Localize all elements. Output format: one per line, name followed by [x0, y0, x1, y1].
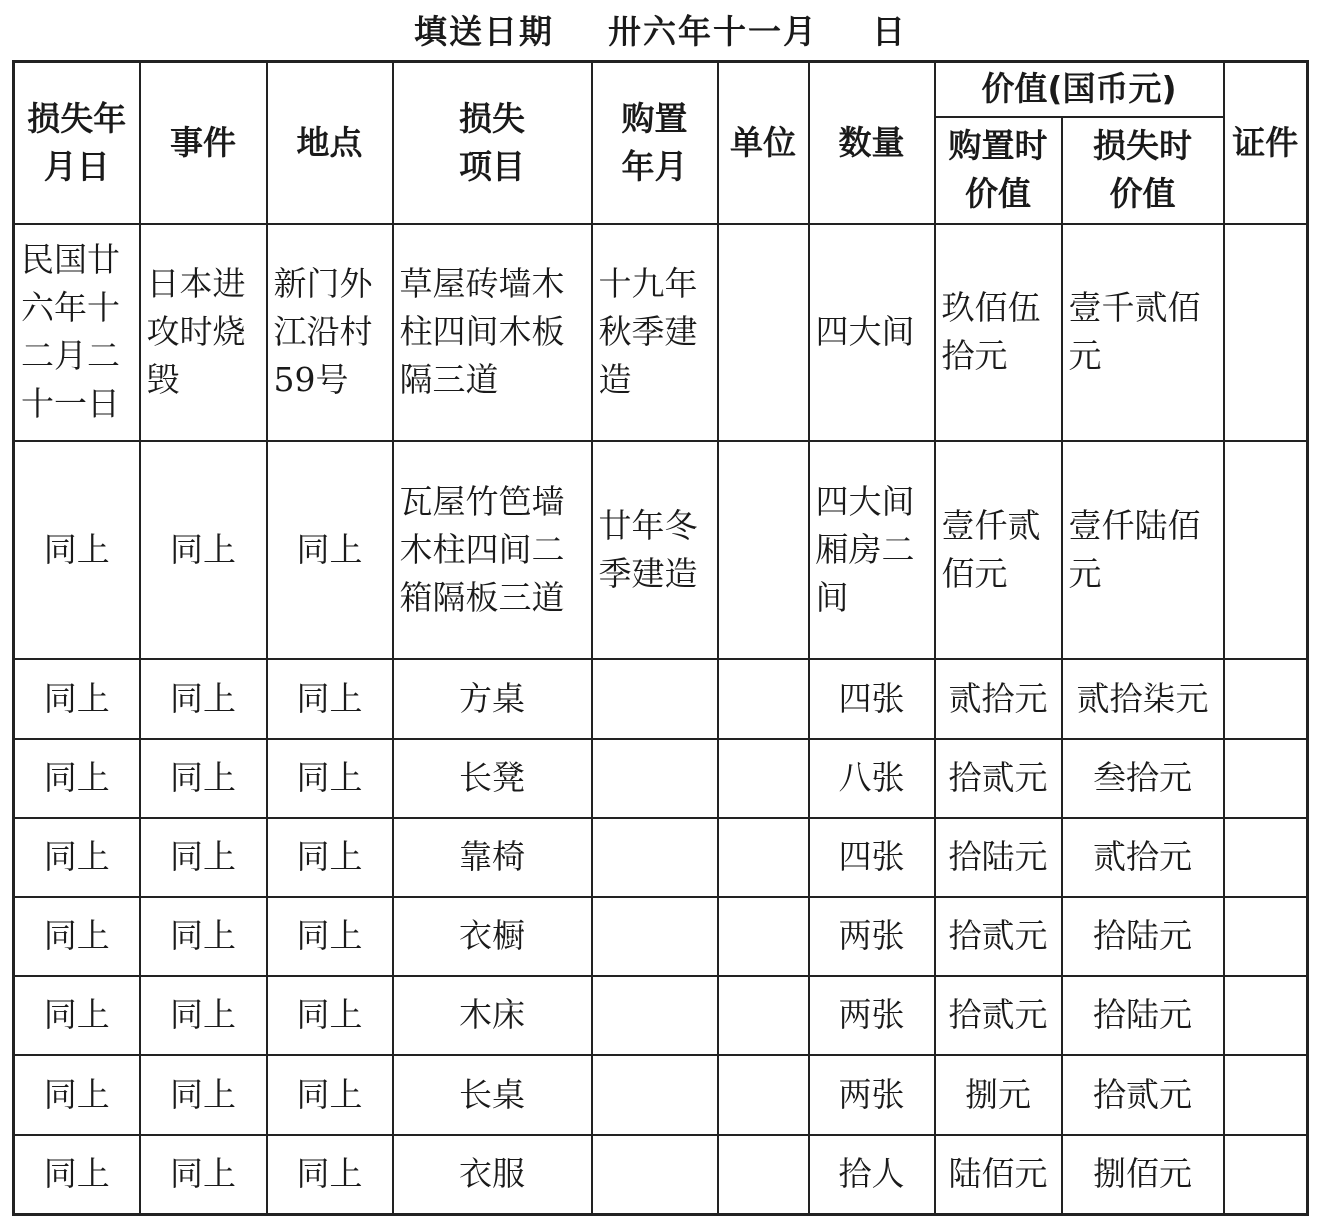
cell-quantity: 四大间: [809, 224, 935, 441]
cell-item: 方桌: [393, 659, 592, 739]
col-header-event: 事件: [140, 62, 267, 224]
table-row: [14, 897, 1308, 976]
cell-certificate: [1224, 897, 1308, 976]
cell-certificate: [1224, 818, 1308, 897]
table-row: [14, 976, 1308, 1055]
cell-value-loss: 拾贰元: [1062, 1055, 1224, 1135]
cell-place: 新门外江沿村59号: [267, 224, 393, 441]
cell-value-purchase: 拾贰元: [935, 976, 1062, 1055]
cell-event: 同上: [140, 1135, 267, 1215]
col-header-quantity: 数量: [809, 62, 935, 224]
cell-item: 衣服: [393, 1135, 592, 1215]
loss-report-table: [12, 60, 1309, 1216]
cell-quantity: 拾人: [809, 1135, 935, 1215]
col-header-value-purchase: 购置时 价值: [935, 117, 1062, 224]
cell-loss-date: 同上: [14, 976, 140, 1055]
table-row: [14, 1135, 1308, 1215]
cell-value-loss: 贰拾柒元: [1062, 659, 1224, 739]
cell-loss-date: 民国廿六年十二月二十一日: [14, 224, 140, 441]
cell-event: 同上: [140, 897, 267, 976]
cell-unit: [718, 441, 809, 659]
cell-unit: [718, 976, 809, 1055]
form-header: [0, 10, 1321, 54]
cell-value-loss: 壹仟陆佰元: [1062, 441, 1224, 659]
cell-event: 同上: [140, 739, 267, 818]
cell-loss-date: 同上: [14, 818, 140, 897]
cell-purchase-date: [592, 976, 718, 1055]
cell-purchase-date: [592, 739, 718, 818]
table-row: [14, 1055, 1308, 1135]
cell-place: 同上: [267, 1055, 393, 1135]
fill-date-label: 填送日期: [414, 12, 555, 51]
cell-item: 长凳: [393, 739, 592, 818]
cell-value-loss: 拾陆元: [1062, 976, 1224, 1055]
cell-place: 同上: [267, 1135, 393, 1215]
cell-loss-date: 同上: [14, 659, 140, 739]
cell-item: 长桌: [393, 1055, 592, 1135]
cell-purchase-date: [592, 1135, 718, 1215]
cell-certificate: [1224, 441, 1308, 659]
cell-place: 同上: [267, 818, 393, 897]
table-row: [14, 659, 1308, 739]
cell-value-purchase: 拾陆元: [935, 818, 1062, 897]
cell-quantity: 两张: [809, 897, 935, 976]
cell-event: 同上: [140, 818, 267, 897]
cell-quantity: 四张: [809, 659, 935, 739]
cell-place: 同上: [267, 441, 393, 659]
cell-item: 靠椅: [393, 818, 592, 897]
cell-event: 同上: [140, 1055, 267, 1135]
cell-value-purchase: 捌元: [935, 1055, 1062, 1135]
cell-quantity: 两张: [809, 1055, 935, 1135]
cell-unit: [718, 897, 809, 976]
cell-item: 草屋砖墙木柱四间木板隔三道: [393, 224, 592, 441]
cell-unit: [718, 818, 809, 897]
cell-event: 同上: [140, 976, 267, 1055]
cell-item: 衣橱: [393, 897, 592, 976]
cell-unit: [718, 659, 809, 739]
cell-quantity: 四大间厢房二间: [809, 441, 935, 659]
cell-purchase-date: [592, 818, 718, 897]
cell-unit: [718, 224, 809, 441]
cell-place: 同上: [267, 739, 393, 818]
col-header-item: 损失 项目: [393, 62, 592, 224]
fill-date-value: 卅六年十一月: [608, 12, 818, 51]
cell-item: 木床: [393, 976, 592, 1055]
cell-value-loss: 贰拾元: [1062, 818, 1224, 897]
cell-item: 瓦屋竹笆墙木柱四间二箱隔板三道: [393, 441, 592, 659]
cell-certificate: [1224, 224, 1308, 441]
cell-value-loss: 壹千贰佰元: [1062, 224, 1224, 441]
cell-quantity: 八张: [809, 739, 935, 818]
cell-purchase-date: [592, 1055, 718, 1135]
cell-quantity: 四张: [809, 818, 935, 897]
cell-place: 同上: [267, 976, 393, 1055]
cell-purchase-date: [592, 897, 718, 976]
table-row: [14, 441, 1308, 659]
cell-purchase-date: [592, 659, 718, 739]
cell-loss-date: 同上: [14, 1135, 140, 1215]
cell-value-purchase: 陆佰元: [935, 1135, 1062, 1215]
cell-certificate: [1224, 659, 1308, 739]
cell-loss-date: 同上: [14, 739, 140, 818]
cell-unit: [718, 739, 809, 818]
col-header-value-loss: 损失时 价值: [1062, 117, 1224, 224]
col-header-unit: 单位: [718, 62, 809, 224]
cell-value-loss: 拾陆元: [1062, 897, 1224, 976]
table-row: [14, 818, 1308, 897]
cell-value-loss: 叁拾元: [1062, 739, 1224, 818]
cell-certificate: [1224, 739, 1308, 818]
cell-purchase-date: 廿年冬季建造: [592, 441, 718, 659]
col-header-purchase-date: 购置 年月: [592, 62, 718, 224]
cell-certificate: [1224, 1055, 1308, 1135]
cell-value-purchase: 玖佰伍拾元: [935, 224, 1062, 441]
col-header-loss-date: 损失年 月日: [14, 62, 140, 224]
col-header-place: 地点: [267, 62, 393, 224]
fill-date-day: 日: [871, 12, 907, 51]
cell-value-purchase: 贰拾元: [935, 659, 1062, 739]
cell-event: 同上: [140, 659, 267, 739]
cell-event: 日本进攻时烧毁: [140, 224, 267, 441]
cell-value-purchase: 拾贰元: [935, 897, 1062, 976]
col-header-certificate: 证件: [1224, 62, 1308, 224]
col-header-value-group: 价值(国币元): [935, 62, 1224, 117]
cell-value-purchase: 壹仟贰佰元: [935, 441, 1062, 659]
cell-quantity: 两张: [809, 976, 935, 1055]
table-row: [14, 224, 1308, 441]
table-row: [14, 739, 1308, 818]
cell-place: 同上: [267, 659, 393, 739]
cell-certificate: [1224, 976, 1308, 1055]
cell-value-purchase: 拾贰元: [935, 739, 1062, 818]
cell-unit: [718, 1055, 809, 1135]
cell-value-loss: 捌佰元: [1062, 1135, 1224, 1215]
cell-certificate: [1224, 1135, 1308, 1215]
cell-loss-date: 同上: [14, 1055, 140, 1135]
cell-purchase-date: 十九年秋季建造: [592, 224, 718, 441]
cell-loss-date: 同上: [14, 441, 140, 659]
cell-place: 同上: [267, 897, 393, 976]
cell-loss-date: 同上: [14, 897, 140, 976]
cell-unit: [718, 1135, 809, 1215]
ledger-body: [14, 224, 1308, 1215]
cell-event: 同上: [140, 441, 267, 659]
